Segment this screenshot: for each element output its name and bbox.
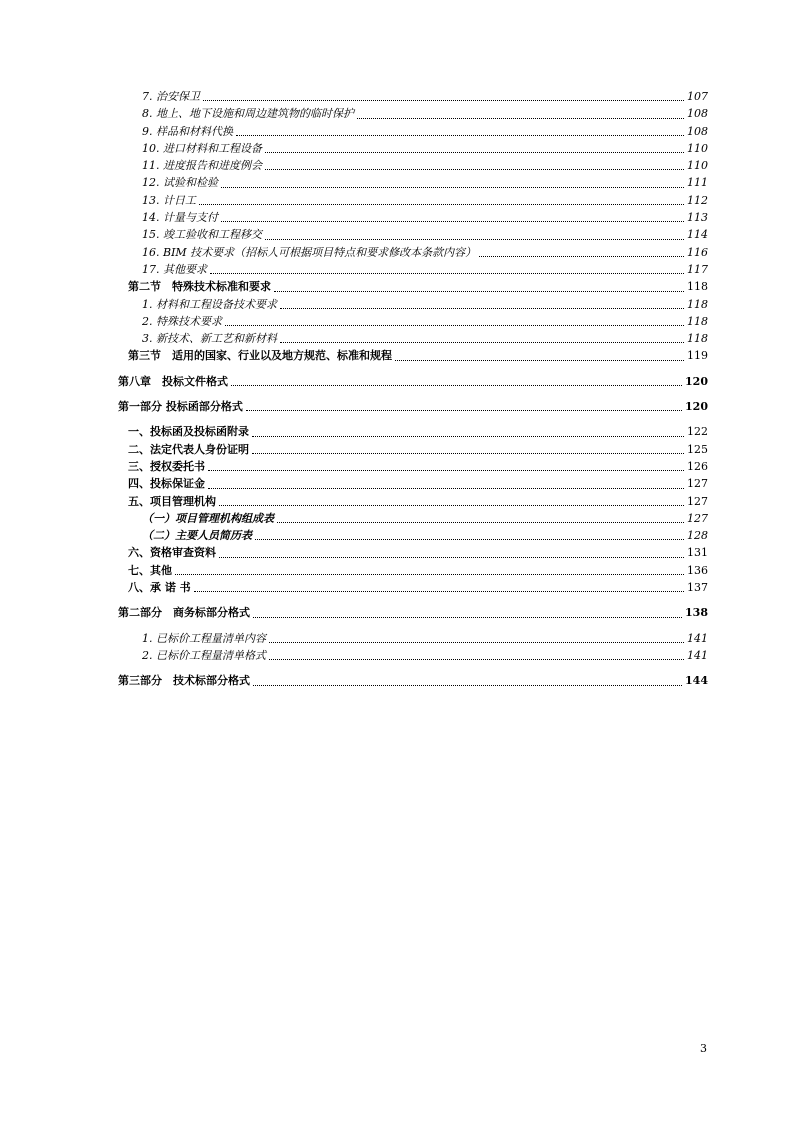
toc-entry[interactable] — [118, 493, 708, 510]
toc-leader-dots — [203, 100, 684, 101]
toc-entry-page: 111 — [687, 176, 708, 190]
toc-entry[interactable] — [118, 630, 708, 647]
toc-entry-page: 107 — [687, 90, 708, 103]
toc-entry-page: 136 — [687, 563, 708, 577]
toc-entry-page: 138 — [685, 606, 708, 620]
toc-entry-page: 108 — [687, 107, 708, 121]
toc-entry-title: 第一部分 投标函部分格式 — [118, 400, 243, 414]
toc-leader-dots — [252, 436, 684, 437]
toc-entry-page: 118 — [687, 297, 708, 311]
toc-entry[interactable] — [118, 604, 708, 621]
toc-leader-dots — [231, 385, 682, 386]
toc-entry[interactable] — [118, 458, 708, 475]
toc-entry-title: 10. 进口材料和工程设备 — [142, 141, 262, 155]
toc-entry-page: 141 — [687, 648, 708, 662]
toc-leader-dots — [269, 642, 684, 643]
toc-entry-title: 第三部分 技术标部分格式 — [118, 674, 250, 688]
toc-entry[interactable] — [118, 226, 708, 243]
toc-entry[interactable] — [118, 672, 708, 689]
toc-entry[interactable] — [118, 423, 708, 440]
toc-entry-title: 六、资格审查资料 — [128, 546, 216, 560]
toc-entry-page: 110 — [687, 141, 708, 155]
toc-entry-title: 12. 试验和检验 — [142, 176, 218, 190]
toc-entry[interactable] — [118, 313, 708, 330]
toc-leader-dots — [253, 617, 682, 618]
toc-entry-page: 120 — [685, 400, 708, 414]
toc-leader-dots — [194, 591, 684, 592]
toc-entry-page: 131 — [687, 546, 708, 560]
toc-entry[interactable] — [118, 140, 708, 157]
toc-entry-title: 2. 特殊技术要求 — [142, 314, 222, 328]
toc-entry-page: 125 — [687, 442, 708, 456]
toc-entry[interactable] — [118, 475, 708, 492]
toc-entry-page: 127 — [687, 494, 708, 508]
toc-entry[interactable] — [118, 296, 708, 313]
toc-entry-title: 11. 进度报告和进度例会 — [142, 159, 262, 173]
toc-entry[interactable] — [118, 157, 708, 174]
toc-entry-title: 三、授权委托书 — [128, 459, 205, 473]
toc-entry-title: 一、投标函及投标函附录 — [128, 425, 249, 439]
toc-entry-page: 118 — [687, 332, 708, 346]
toc-entry[interactable] — [118, 441, 708, 458]
toc-entry-page: 119 — [687, 349, 708, 363]
toc-leader-dots — [210, 273, 684, 274]
toc-entry-title: 17. 其他要求 — [142, 262, 207, 276]
toc-entry-page: 144 — [685, 674, 708, 688]
toc-entry-title: 第八章 投标文件格式 — [118, 374, 228, 388]
toc-entry[interactable] — [118, 278, 708, 295]
toc-entry-page: 122 — [687, 425, 708, 439]
toc-entry[interactable] — [118, 373, 708, 390]
toc-leader-dots — [236, 135, 684, 136]
toc-entry-page: 113 — [687, 211, 708, 225]
toc-entry-title: （一）项目管理机构组成表 — [142, 511, 274, 525]
toc-entry[interactable] — [118, 123, 708, 140]
toc-leader-dots — [219, 505, 684, 506]
toc-entry-title: 第二部分 商务标部分格式 — [118, 606, 250, 620]
toc-entry-title: 14. 计量与支付 — [142, 211, 218, 225]
toc-entry-page: 137 — [687, 581, 708, 595]
toc-leader-dots — [221, 221, 684, 222]
toc-entry[interactable] — [118, 510, 708, 527]
toc-entry-title: 七、其他 — [128, 563, 172, 577]
toc-entry-page: 114 — [687, 228, 708, 242]
toc-entry[interactable] — [118, 192, 708, 209]
toc-entry-title: 15. 竣工验收和工程移交 — [142, 228, 262, 242]
toc-entry[interactable] — [118, 261, 708, 278]
toc-entry[interactable] — [118, 347, 708, 364]
toc-leader-dots — [255, 539, 684, 540]
toc-leader-dots — [395, 360, 684, 361]
toc-leader-dots — [253, 685, 682, 686]
toc-entry-page: 110 — [687, 159, 708, 173]
toc-leader-dots — [252, 453, 684, 454]
toc-entry-title: 16. BIM 技术要求（招标人可根据项目特点和要求修改本条款内容） — [142, 245, 477, 259]
toc-entry-page: 128 — [687, 529, 708, 543]
toc-entry-title: 1. 已标价工程量清单内容 — [142, 631, 266, 645]
toc-leader-dots — [479, 256, 684, 257]
toc-entry[interactable] — [118, 647, 708, 664]
toc-entry-page: 120 — [685, 374, 708, 388]
toc-entry[interactable] — [118, 244, 708, 261]
toc-entry[interactable] — [118, 527, 708, 544]
toc-entry-page: 112 — [687, 193, 708, 207]
toc-entry-page: 108 — [687, 124, 708, 138]
toc-leader-dots — [246, 410, 682, 411]
toc-leader-dots — [225, 325, 684, 326]
toc-leader-dots — [357, 118, 684, 119]
toc-leader-dots — [208, 470, 684, 471]
toc-entry-page: 141 — [687, 631, 708, 645]
toc-leader-dots — [274, 291, 684, 292]
toc-entry-title: 第二节 特殊技术标准和要求 — [128, 280, 271, 294]
toc-entry-page: 127 — [687, 477, 708, 491]
toc-entry[interactable] — [118, 88, 708, 105]
toc-entry[interactable] — [118, 544, 708, 561]
toc-entry-title: 二、法定代表人身份证明 — [128, 442, 249, 456]
toc-entry[interactable] — [118, 330, 708, 347]
toc-entry-title: 第三节 适用的国家、行业以及地方规范、标准和规程 — [128, 349, 392, 363]
toc-leader-dots — [221, 187, 684, 188]
toc-entry-page: 118 — [687, 280, 708, 294]
toc-entry[interactable] — [118, 209, 708, 226]
toc-entry-title: 7. 治安保卫 — [142, 90, 200, 103]
toc-entry[interactable] — [118, 174, 708, 191]
toc-leader-dots — [277, 522, 684, 523]
page-number: 3 — [700, 1042, 707, 1055]
toc-leader-dots — [269, 659, 684, 660]
toc-entry-title: 13. 计日工 — [142, 193, 196, 207]
toc-leader-dots — [265, 169, 684, 170]
toc-leader-dots — [265, 239, 684, 240]
table-of-contents — [118, 88, 708, 698]
toc-leader-dots — [265, 152, 684, 153]
toc-entry-title: 四、投标保证金 — [128, 477, 205, 491]
toc-entry[interactable] — [118, 398, 708, 415]
toc-entry-title: 1. 材料和工程设备技术要求 — [142, 297, 277, 311]
toc-leader-dots — [208, 488, 684, 489]
toc-entry-page: 127 — [687, 511, 708, 525]
toc-leader-dots — [199, 204, 684, 205]
toc-entry-title: 9. 样品和材料代换 — [142, 124, 233, 138]
toc-entry-title: （二）主要人员简历表 — [142, 529, 252, 543]
toc-entry[interactable] — [118, 579, 708, 596]
toc-entry[interactable] — [118, 562, 708, 579]
toc-entry-title: 3. 新技术、新工艺和新材料 — [142, 332, 277, 346]
toc-entry-page: 117 — [687, 262, 708, 276]
toc-entry[interactable] — [118, 105, 708, 122]
toc-entry-page: 126 — [687, 459, 708, 473]
toc-entry-page: 116 — [687, 245, 708, 259]
toc-entry-title: 8. 地上、地下设施和周边建筑物的临时保护 — [142, 107, 354, 121]
toc-leader-dots — [280, 308, 684, 309]
toc-leader-dots — [175, 574, 684, 575]
toc-leader-dots — [219, 557, 684, 558]
toc-leader-dots — [280, 342, 684, 343]
toc-entry-page: 118 — [687, 314, 708, 328]
toc-entry-title: 八、承 诺 书 — [128, 581, 191, 595]
toc-entry-title: 五、项目管理机构 — [128, 494, 216, 508]
toc-entry-title: 2. 已标价工程量清单格式 — [142, 648, 266, 662]
